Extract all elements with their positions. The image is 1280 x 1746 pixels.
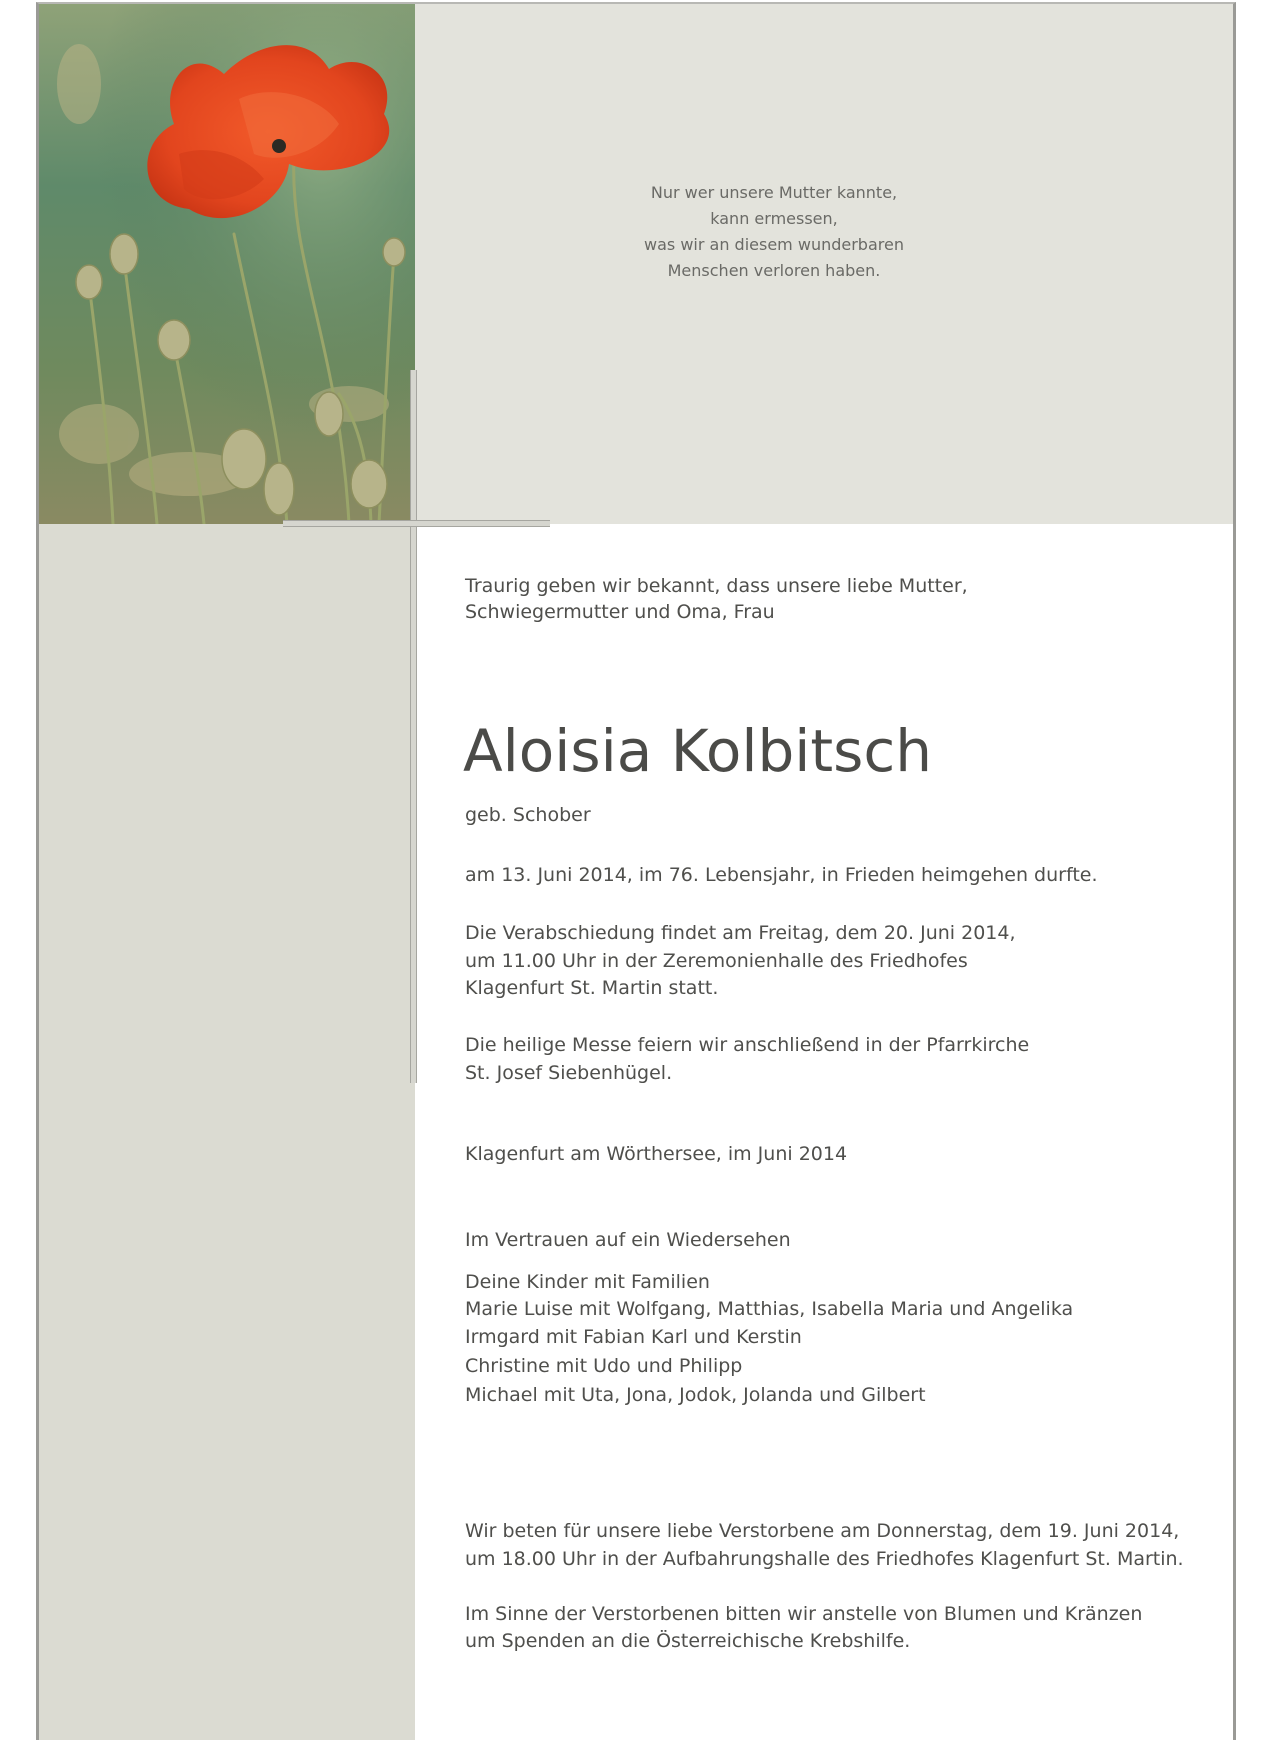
donation-line: Im Sinne der Verstorbenen bitten wir anstelle von Blumen und Kränzen <box>465 1603 1143 1625</box>
quote-line: kann ermessen, <box>710 209 838 228</box>
cross-horizontal-bar <box>283 520 550 527</box>
prayer-line: um 18.00 Uhr in der Aufbahrungshalle des Friedhofes Klagenfurt St. Martin. <box>465 1548 1184 1570</box>
intro-line: Traurig geben wir bekannt, dass unsere liebe Mutter, <box>465 575 968 597</box>
place-date: Klagenfurt am Wörthersee, im Juni 2014 <box>465 1143 848 1165</box>
donation-line: um Spenden an die Österreichische Krebshilfe. <box>465 1630 911 1652</box>
farewell-line: Die Verabschiedung findet am Freitag, dem 20. Juni 2014, <box>465 922 1016 944</box>
family-line: Irmgard mit Fabian Karl und Kerstin <box>465 1326 802 1348</box>
cross-vertical-bar <box>410 370 417 1083</box>
family-line: Michael mit Uta, Jona, Jodok, Jolanda und Gilbert <box>465 1384 926 1406</box>
quote-line: Nur wer unsere Mutter kannte, <box>650 183 898 202</box>
deceased-name: Aloisia Kolbitsch <box>463 717 932 785</box>
family-line: Marie Luise mit Wolfgang, Matthias, Isabella Maria und Angelika <box>465 1298 1074 1320</box>
intro-line: Schwiegermutter und Oma, Frau <box>465 601 775 623</box>
obituary-page <box>36 2 1236 1740</box>
maiden-name: geb. Schober <box>465 804 591 826</box>
mass-line: St. Josef Siebenhügel. <box>465 1062 673 1084</box>
farewell-line: Klagenfurt St. Martin statt. <box>465 977 719 999</box>
quote-line: Menschen verloren haben. <box>667 261 881 280</box>
trust-line: Im Vertrauen auf ein Wiedersehen <box>465 1229 791 1251</box>
mass-line: Die heilige Messe feiern wir anschließend in der Pfarrkirche <box>465 1034 1030 1056</box>
death-line: am 13. Juni 2014, im 76. Lebensjahr, in Frieden heimgehen durfte. <box>465 864 1098 886</box>
family-line: Deine Kinder mit Familien <box>465 1271 710 1293</box>
prayer-line: Wir beten für unsere liebe Verstorbene am Donnerstag, dem 19. Juni 2014, <box>465 1520 1180 1542</box>
memorial-quote <box>559 180 989 284</box>
family-line: Christine mit Udo und Philipp <box>465 1355 743 1377</box>
quote-line: was wir an diesem wunderbaren <box>644 235 904 254</box>
farewell-line: um 11.00 Uhr in der Zeremonienhalle des Friedhofes <box>465 950 968 972</box>
poppy-photo <box>39 4 415 524</box>
